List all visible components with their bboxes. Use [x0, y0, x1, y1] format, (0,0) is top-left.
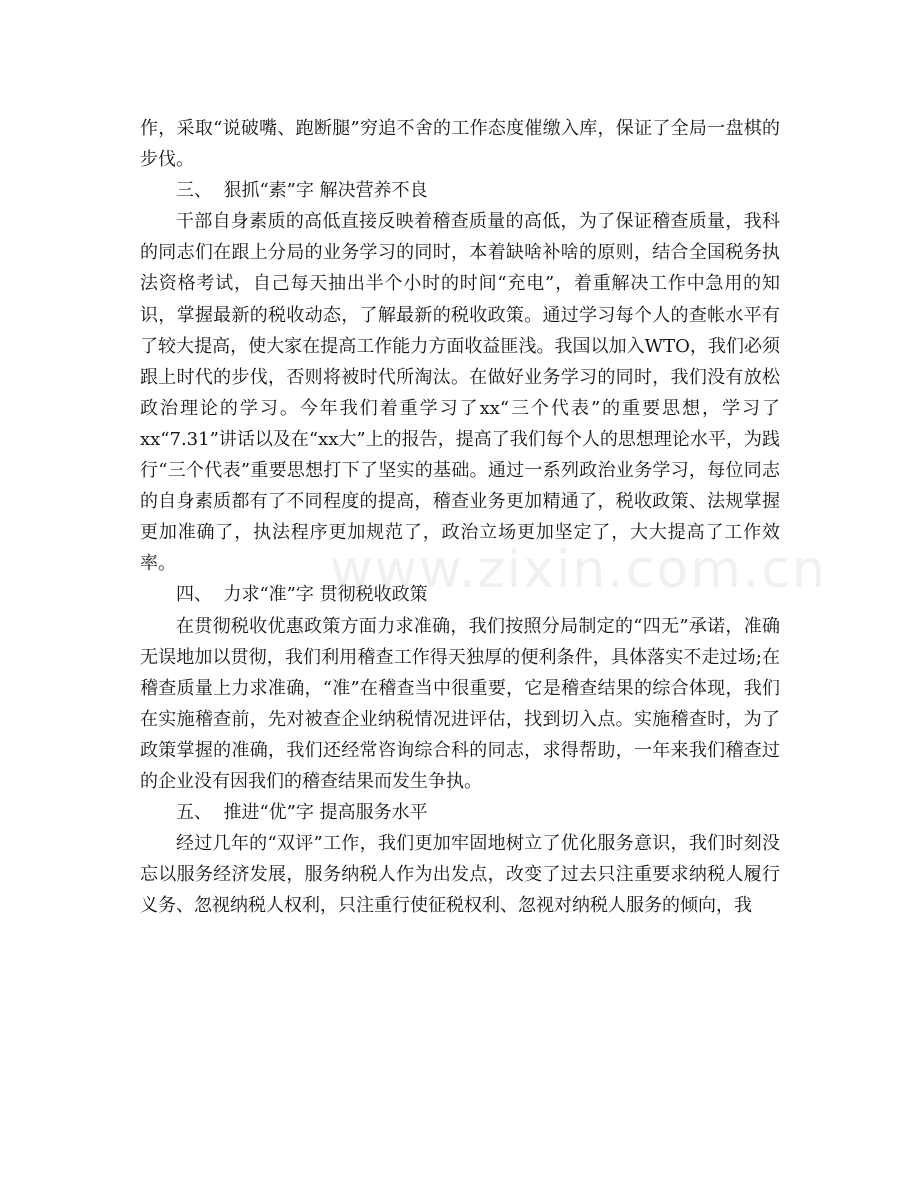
section-heading-three: 三、 狠抓“素”字 解决营养不良 [176, 180, 428, 202]
paragraph-accuracy: 在贯彻税收优惠政策方面力求准确，我们按照分局制定的“四无”承诺，准确无误地加以贯彻，我们利用稽查工作得天独厚的便利条件，具体落实不走过场;在稽查质量上力求准确，“准”在稽查当中很重要，它是稽查结果的综合体现，我们在实施稽查前，先对被查企业纳税情况进评估，找到切入点。实施稽查时，为了政策掌握的准确，我们还经常咨询综合科的同志，求得帮助，一年来我们稽查过的企业没有因我们的稽查结果而发生争执。 [140, 615, 780, 792]
paragraph-service: 经过几年的“双评”工作，我们更加牢固地树立了优化服务意识，我们时刻没忘以服务经济发展，服务纳税人作为出发点，改变了过去只注重要求纳税人履行义务、忽视纳税人权利，只注重行使征税权利、忽视对纳税人服务的倾向，我 [140, 833, 780, 917]
section-heading-five: 五、 推进“优”字 提高服务水平 [176, 802, 428, 824]
section-heading-four: 四、 力求“准”字 贯彻税收政策 [176, 584, 428, 606]
paragraph-continuation: 作，采取“说破嘴、跑断腿”穷追不舍的工作态度催缴入库，保证了全局一盘棋的步伐。 [140, 118, 780, 171]
document-body [140, 113, 780, 921]
watermark: www.zixin.com.cn [330, 540, 827, 600]
paragraph-quality: 干部自身素质的高低直接反映着稽查质量的高低，为了保证稽查质量，我科的同志们在跟上分局的业务学习的同时，本着缺啥补啥的原则，结合全国税务执法资格考试，自己每天抽出半个小时的时间“充电”，着重解决工作中急用的知识，掌握最新的税收动态，了解最新的税收政策。通过学习每个人的查帐水平有了较大提高，使大家在提高工作能力方面收益匪浅。我国以加入WTO，我们必须跟上时代的步伐，否则将被时代所淘汰。在做好业务学习的同时，我们没有放松政治理论的学习。今年我们着重学习了xx“三个代表”的重要思想，学习了xx“7.31”讲话以及在“xx大”上的报告，提高了我们每个人的思想理论水平，为践行“三个代表”重要思想打下了坚实的基础。通过一系列政治业务学习，每位同志的自身素质都有了不同程度的提高，稽查业务更加精通了，税收政策、法规掌握更加准确了，执法程序更加规范了，政治立场更加坚定了，大大提高了工作效率。 [140, 211, 780, 575]
